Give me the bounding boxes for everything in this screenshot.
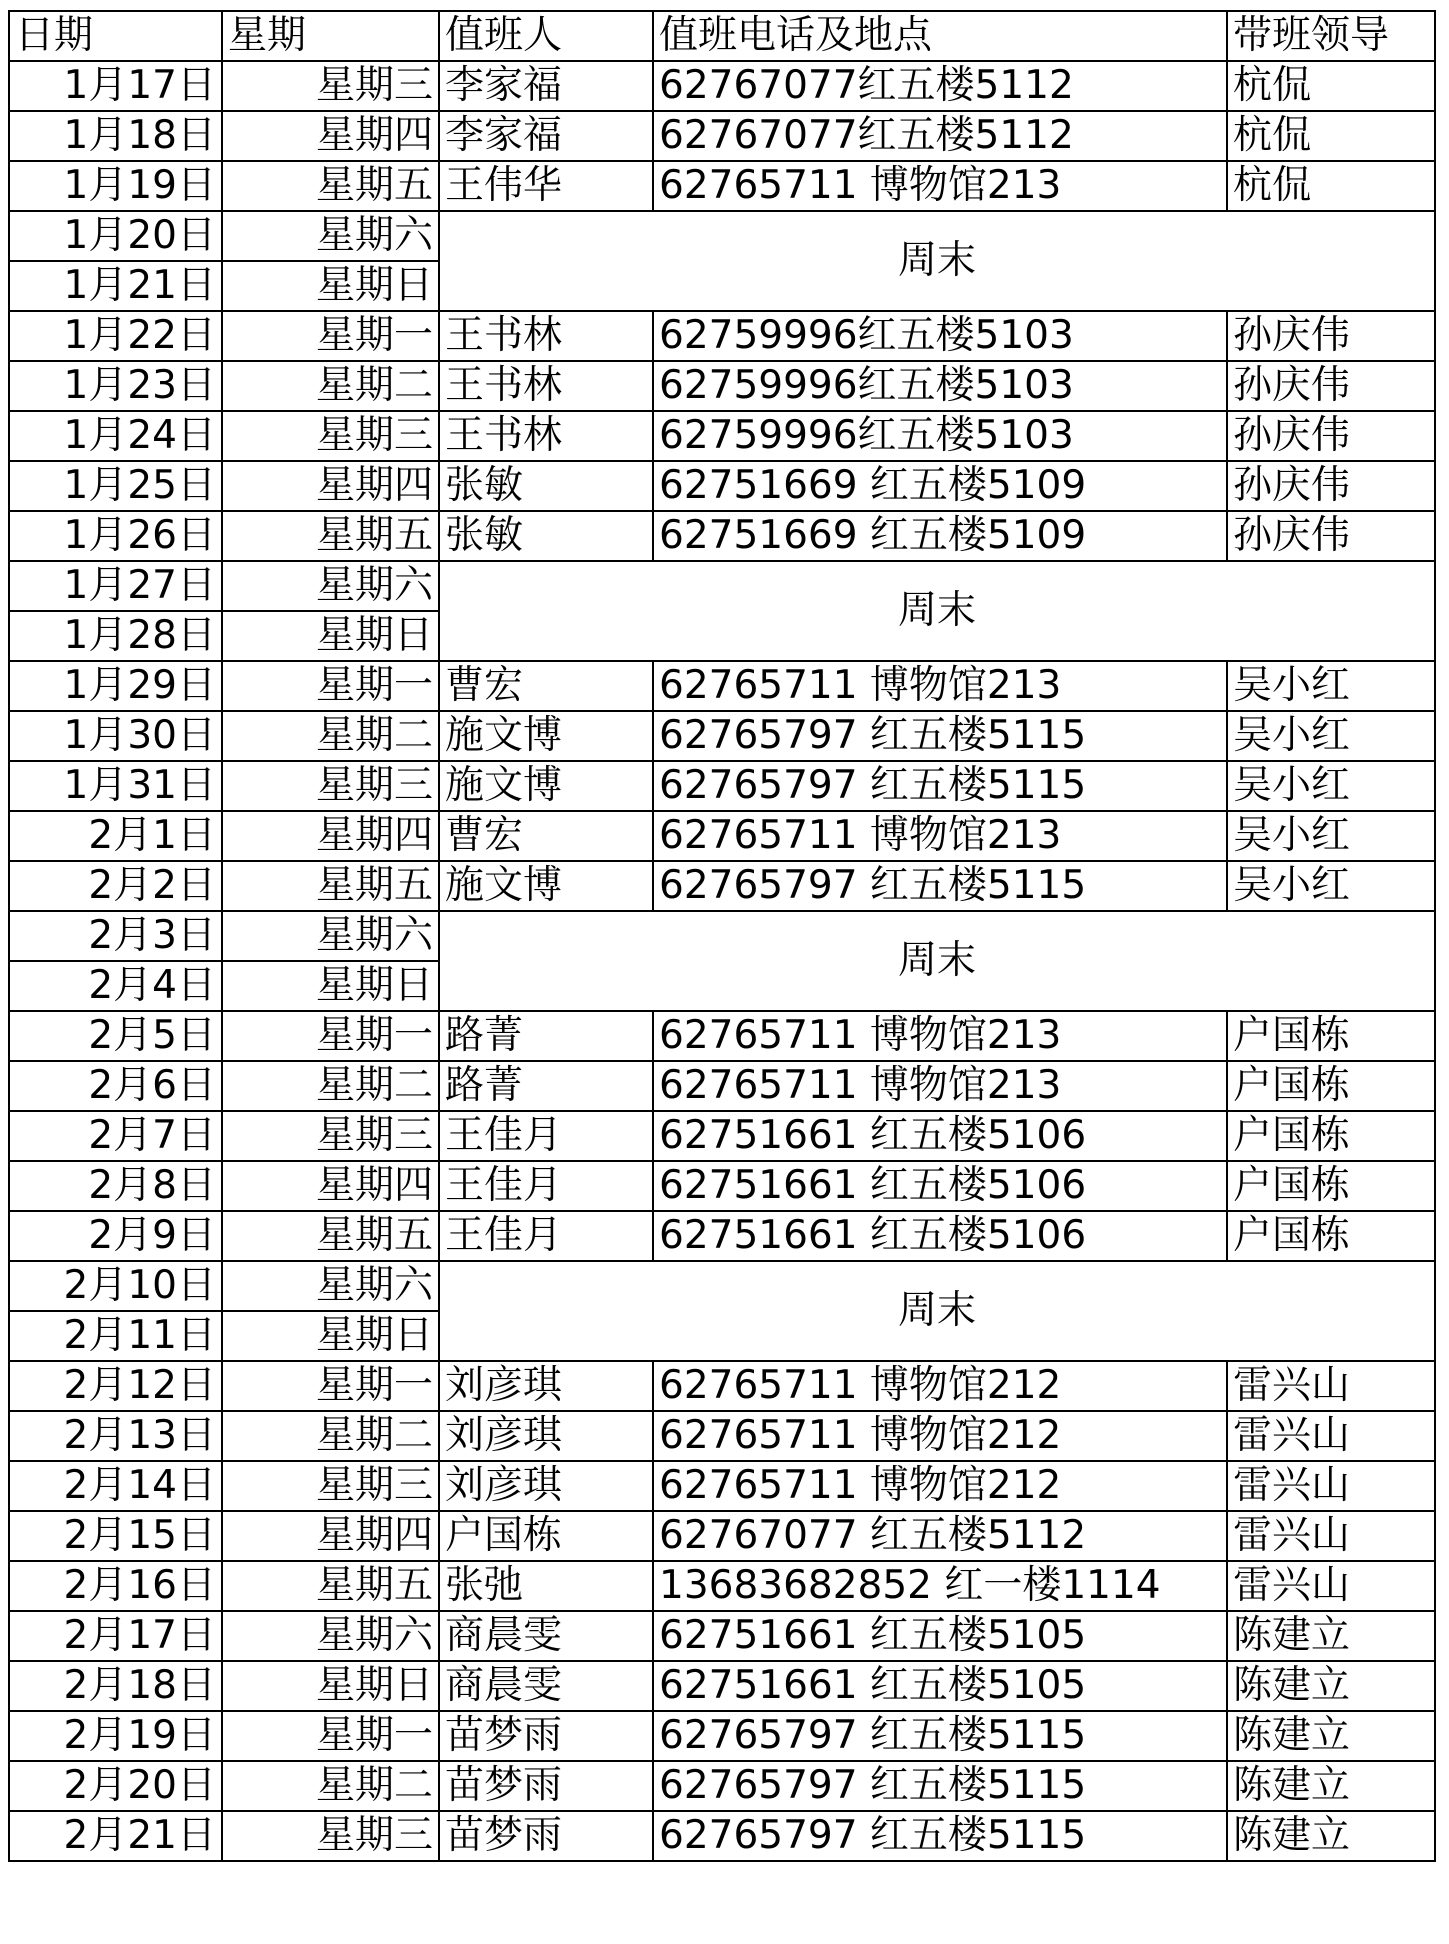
duty-contact-cell: 62751661 红五楼5106 <box>653 1211 1227 1261</box>
table-row <box>9 311 1435 361</box>
weekday-cell: 星期五 <box>222 511 439 561</box>
weekday-cell: 星期六 <box>222 1261 439 1311</box>
table-row-weekend <box>9 911 1435 961</box>
weekday-cell: 星期一 <box>222 661 439 711</box>
leader-cell: 孙庆伟 <box>1227 511 1435 561</box>
leader-cell: 雷兴山 <box>1227 1361 1435 1411</box>
duty-contact-cell: 62765797 红五楼5115 <box>653 711 1227 761</box>
date-cell: 1月17日 <box>9 61 222 111</box>
header-date: 日期 <box>9 11 222 61</box>
duty-contact-cell: 62751661 红五楼5105 <box>653 1611 1227 1661</box>
weekday-cell: 星期一 <box>222 1711 439 1761</box>
weekday-cell: 星期六 <box>222 911 439 961</box>
weekend-cell: 周末 <box>439 561 1435 661</box>
weekend-cell: 周末 <box>439 1261 1435 1361</box>
date-cell: 2月11日 <box>9 1311 222 1361</box>
leader-cell: 吴小红 <box>1227 761 1435 811</box>
weekday-cell: 星期三 <box>222 1461 439 1511</box>
weekday-cell: 星期一 <box>222 1361 439 1411</box>
weekday-cell: 星期二 <box>222 1061 439 1111</box>
leader-cell: 孙庆伟 <box>1227 461 1435 511</box>
header-person: 值班人 <box>439 11 653 61</box>
duty-contact-cell: 62765711 博物馆212 <box>653 1361 1227 1411</box>
duty-contact-cell: 62759996红五楼5103 <box>653 411 1227 461</box>
duty-contact-cell: 62765711 博物馆212 <box>653 1411 1227 1461</box>
date-cell: 2月1日 <box>9 811 222 861</box>
table-row <box>9 1711 1435 1761</box>
weekday-cell: 星期五 <box>222 1211 439 1261</box>
duty-person-cell: 曹宏 <box>439 811 653 861</box>
weekday-cell: 星期三 <box>222 1111 439 1161</box>
table-row-weekend <box>9 561 1435 611</box>
duty-person-cell: 李家福 <box>439 111 653 161</box>
duty-person-cell: 王书林 <box>439 361 653 411</box>
weekday-cell: 星期日 <box>222 1311 439 1361</box>
duty-person-cell: 张弛 <box>439 1561 653 1611</box>
header-contact: 值班电话及地点 <box>653 11 1227 61</box>
date-cell: 1月27日 <box>9 561 222 611</box>
date-cell: 2月4日 <box>9 961 222 1011</box>
table-row <box>9 1011 1435 1061</box>
duty-contact-cell: 62751669 红五楼5109 <box>653 511 1227 561</box>
table-row <box>9 1561 1435 1611</box>
leader-cell: 雷兴山 <box>1227 1411 1435 1461</box>
date-cell: 1月18日 <box>9 111 222 161</box>
duty-contact-cell: 62765711 博物馆213 <box>653 1011 1227 1061</box>
duty-contact-cell: 62751661 红五楼5105 <box>653 1661 1227 1711</box>
duty-contact-cell: 62767077红五楼5112 <box>653 111 1227 161</box>
date-cell: 2月13日 <box>9 1411 222 1461</box>
duty-person-cell: 路菁 <box>439 1011 653 1061</box>
weekday-cell: 星期日 <box>222 961 439 1011</box>
weekday-cell: 星期二 <box>222 361 439 411</box>
leader-cell: 杭侃 <box>1227 161 1435 211</box>
table-row-weekend <box>9 211 1435 261</box>
weekday-cell: 星期二 <box>222 711 439 761</box>
date-cell: 2月9日 <box>9 1211 222 1261</box>
leader-cell: 户国栋 <box>1227 1161 1435 1211</box>
date-cell: 1月26日 <box>9 511 222 561</box>
duty-person-cell: 刘彦琪 <box>439 1461 653 1511</box>
table-row <box>9 1411 1435 1461</box>
leader-cell: 孙庆伟 <box>1227 361 1435 411</box>
duty-person-cell: 刘彦琪 <box>439 1411 653 1461</box>
duty-contact-cell: 62765711 博物馆213 <box>653 661 1227 711</box>
leader-cell: 陈建立 <box>1227 1661 1435 1711</box>
date-cell: 2月18日 <box>9 1661 222 1711</box>
duty-contact-cell: 62765711 博物馆212 <box>653 1461 1227 1511</box>
date-cell: 1月31日 <box>9 761 222 811</box>
duty-person-cell: 王佳月 <box>439 1211 653 1261</box>
table-row <box>9 1211 1435 1261</box>
date-cell: 1月25日 <box>9 461 222 511</box>
leader-cell: 陈建立 <box>1227 1811 1435 1861</box>
weekday-cell: 星期二 <box>222 1411 439 1461</box>
weekday-cell: 星期日 <box>222 1661 439 1711</box>
duty-person-cell: 刘彦琪 <box>439 1361 653 1411</box>
date-cell: 2月21日 <box>9 1811 222 1861</box>
duty-person-cell: 王佳月 <box>439 1161 653 1211</box>
duty-person-cell: 王佳月 <box>439 1111 653 1161</box>
leader-cell: 户国栋 <box>1227 1011 1435 1061</box>
duty-contact-cell: 62759996红五楼5103 <box>653 311 1227 361</box>
leader-cell: 户国栋 <box>1227 1061 1435 1111</box>
weekday-cell: 星期日 <box>222 261 439 311</box>
leader-cell: 孙庆伟 <box>1227 311 1435 361</box>
duty-contact-cell: 62765797 红五楼5115 <box>653 861 1227 911</box>
date-cell: 1月24日 <box>9 411 222 461</box>
duty-person-cell: 施文博 <box>439 761 653 811</box>
date-cell: 2月20日 <box>9 1761 222 1811</box>
duty-contact-cell: 62767077红五楼5112 <box>653 61 1227 111</box>
header-leader: 带班领导 <box>1227 11 1435 61</box>
date-cell: 2月3日 <box>9 911 222 961</box>
table-row <box>9 811 1435 861</box>
weekday-cell: 星期六 <box>222 1611 439 1661</box>
date-cell: 2月6日 <box>9 1061 222 1111</box>
date-cell: 2月15日 <box>9 1511 222 1561</box>
leader-cell: 吴小红 <box>1227 711 1435 761</box>
date-cell: 1月20日 <box>9 211 222 261</box>
duty-person-cell: 路菁 <box>439 1061 653 1111</box>
weekday-cell: 星期四 <box>222 461 439 511</box>
duty-contact-cell: 13683682852 红一楼1114 <box>653 1561 1227 1611</box>
leader-cell: 户国栋 <box>1227 1211 1435 1261</box>
table-row <box>9 1361 1435 1411</box>
table-row <box>9 1811 1435 1861</box>
weekday-cell: 星期日 <box>222 611 439 661</box>
leader-cell: 吴小红 <box>1227 661 1435 711</box>
duty-contact-cell: 62765797 红五楼5115 <box>653 1761 1227 1811</box>
duty-contact-cell: 62767077 红五楼5112 <box>653 1511 1227 1561</box>
date-cell: 2月12日 <box>9 1361 222 1411</box>
date-cell: 1月28日 <box>9 611 222 661</box>
duty-contact-cell: 62765711 博物馆213 <box>653 161 1227 211</box>
date-cell: 2月5日 <box>9 1011 222 1061</box>
weekday-cell: 星期三 <box>222 1811 439 1861</box>
date-cell: 1月29日 <box>9 661 222 711</box>
duty-contact-cell: 62751661 红五楼5106 <box>653 1111 1227 1161</box>
duty-person-cell: 曹宏 <box>439 661 653 711</box>
schedule-body <box>9 61 1435 1861</box>
leader-cell: 雷兴山 <box>1227 1461 1435 1511</box>
weekday-cell: 星期四 <box>222 811 439 861</box>
leader-cell: 杭侃 <box>1227 61 1435 111</box>
duty-person-cell: 李家福 <box>439 61 653 111</box>
table-row <box>9 161 1435 211</box>
header-row <box>9 11 1435 61</box>
duty-person-cell: 施文博 <box>439 711 653 761</box>
table-row <box>9 1061 1435 1111</box>
duty-person-cell: 苗梦雨 <box>439 1761 653 1811</box>
duty-schedule-sheet <box>8 10 1436 1862</box>
duty-person-cell: 张敏 <box>439 511 653 561</box>
leader-cell: 吴小红 <box>1227 861 1435 911</box>
weekday-cell: 星期三 <box>222 411 439 461</box>
duty-contact-cell: 62765711 博物馆213 <box>653 1061 1227 1111</box>
table-row <box>9 1111 1435 1161</box>
date-cell: 2月8日 <box>9 1161 222 1211</box>
duty-person-cell: 苗梦雨 <box>439 1811 653 1861</box>
date-cell: 1月30日 <box>9 711 222 761</box>
header-weekday: 星期 <box>222 11 439 61</box>
weekday-cell: 星期五 <box>222 161 439 211</box>
table-row <box>9 861 1435 911</box>
weekday-cell: 星期四 <box>222 1161 439 1211</box>
date-cell: 2月10日 <box>9 1261 222 1311</box>
leader-cell: 陈建立 <box>1227 1711 1435 1761</box>
table-row-weekend <box>9 1261 1435 1311</box>
table-row <box>9 111 1435 161</box>
leader-cell: 陈建立 <box>1227 1611 1435 1661</box>
weekday-cell: 星期一 <box>222 311 439 361</box>
table-row <box>9 1511 1435 1561</box>
duty-person-cell: 商晨雯 <box>439 1661 653 1711</box>
weekday-cell: 星期六 <box>222 561 439 611</box>
table-row <box>9 761 1435 811</box>
duty-person-cell: 苗梦雨 <box>439 1711 653 1761</box>
date-cell: 2月2日 <box>9 861 222 911</box>
table-row <box>9 511 1435 561</box>
weekday-cell: 星期二 <box>222 1761 439 1811</box>
table-row <box>9 711 1435 761</box>
weekday-cell: 星期五 <box>222 1561 439 1611</box>
table-row <box>9 411 1435 461</box>
date-cell: 1月21日 <box>9 261 222 311</box>
leader-cell: 雷兴山 <box>1227 1511 1435 1561</box>
date-cell: 1月22日 <box>9 311 222 361</box>
duty-person-cell: 王伟华 <box>439 161 653 211</box>
date-cell: 1月19日 <box>9 161 222 211</box>
duty-contact-cell: 62751669 红五楼5109 <box>653 461 1227 511</box>
duty-person-cell: 王书林 <box>439 411 653 461</box>
table-row <box>9 361 1435 411</box>
duty-person-cell: 商晨雯 <box>439 1611 653 1661</box>
duty-person-cell: 施文博 <box>439 861 653 911</box>
duty-person-cell: 王书林 <box>439 311 653 361</box>
leader-cell: 陈建立 <box>1227 1761 1435 1811</box>
leader-cell: 孙庆伟 <box>1227 411 1435 461</box>
weekend-cell: 周末 <box>439 911 1435 1011</box>
weekday-cell: 星期三 <box>222 761 439 811</box>
duty-contact-cell: 62765797 红五楼5115 <box>653 1811 1227 1861</box>
weekday-cell: 星期一 <box>222 1011 439 1061</box>
duty-person-cell: 户国栋 <box>439 1511 653 1561</box>
table-row <box>9 1611 1435 1661</box>
weekday-cell: 星期四 <box>222 111 439 161</box>
table-row <box>9 61 1435 111</box>
leader-cell: 雷兴山 <box>1227 1561 1435 1611</box>
weekday-cell: 星期三 <box>222 61 439 111</box>
date-cell: 2月7日 <box>9 1111 222 1161</box>
weekday-cell: 星期五 <box>222 861 439 911</box>
weekend-cell: 周末 <box>439 211 1435 311</box>
date-cell: 2月14日 <box>9 1461 222 1511</box>
table-row <box>9 1661 1435 1711</box>
date-cell: 2月19日 <box>9 1711 222 1761</box>
duty-contact-cell: 62751661 红五楼5106 <box>653 1161 1227 1211</box>
weekday-cell: 星期四 <box>222 1511 439 1561</box>
table-row <box>9 461 1435 511</box>
leader-cell: 吴小红 <box>1227 811 1435 861</box>
table-row <box>9 1161 1435 1211</box>
duty-schedule-table <box>8 10 1436 1862</box>
leader-cell: 户国栋 <box>1227 1111 1435 1161</box>
duty-contact-cell: 62765711 博物馆213 <box>653 811 1227 861</box>
date-cell: 2月16日 <box>9 1561 222 1611</box>
leader-cell: 杭侃 <box>1227 111 1435 161</box>
table-row <box>9 1761 1435 1811</box>
duty-contact-cell: 62759996红五楼5103 <box>653 361 1227 411</box>
duty-contact-cell: 62765797 红五楼5115 <box>653 761 1227 811</box>
date-cell: 1月23日 <box>9 361 222 411</box>
weekday-cell: 星期六 <box>222 211 439 261</box>
table-row <box>9 1461 1435 1511</box>
table-row <box>9 661 1435 711</box>
duty-person-cell: 张敏 <box>439 461 653 511</box>
date-cell: 2月17日 <box>9 1611 222 1661</box>
duty-contact-cell: 62765797 红五楼5115 <box>653 1711 1227 1761</box>
